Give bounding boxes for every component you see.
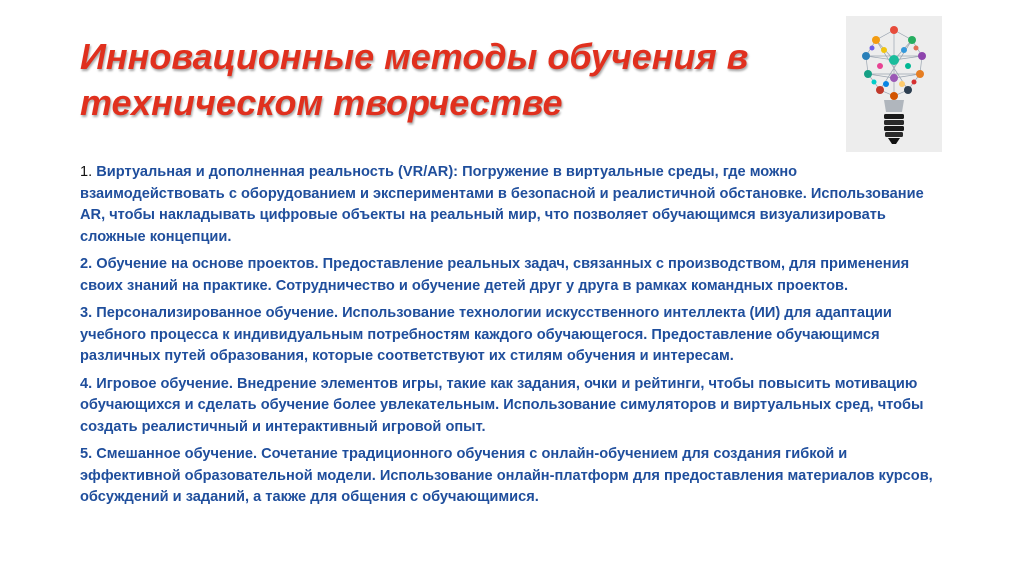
item-text: Виртуальная и дополненная реальность (VR/AR): Погружение в виртуальные среды, где можно взаимодействовать с оборудованием и экспериментами в безопасной и реалистичной обстановке. Использование AR, чтобы накладывать цифровые объекты на реальный мир, что позволяет обучающимся визуализировать сложные концепции. bbox=[80, 164, 924, 245]
lightbulb-network-icon bbox=[846, 16, 942, 152]
item-text: Смешанное обучение. Сочетание традиционного обучения с онлайн-обучением для создания гибкой и эффективной образовательной модели. Использование онлайн-платформ для предоставления материалов курсов, обсуждений и заданий, а также для общения с обучающимися. bbox=[80, 446, 933, 505]
bulb-base bbox=[884, 114, 904, 144]
title-line-2: техническом творчестве bbox=[80, 82, 563, 123]
item-text: Игровое обучение. Внедрение элементов игры, такие как задания, очки и рейтинги, чтобы повысить мотивацию обучающихся и сделать обучение более увлекательным. Использование симуляторов и виртуальных сред, чтобы создать реалистичный и интерактивный игровой опыт. bbox=[80, 375, 924, 435]
item-number: 3. bbox=[80, 305, 93, 321]
item-number: 4. bbox=[80, 375, 93, 392]
item-number: 5. bbox=[80, 446, 93, 462]
content-list bbox=[80, 162, 940, 515]
list-item bbox=[80, 374, 940, 439]
bulb-neck bbox=[884, 100, 904, 112]
item-text: Персонализированное обучение. Использование технологии искусственного интеллекта (ИИ) для адаптации учебного процесса к индивидуальным потребностям каждого обучающегося. Предоставление обучающимся различных путей образования, которые соответствуют их стилям обучения и интересам. bbox=[80, 305, 892, 364]
list-item bbox=[80, 162, 940, 248]
item-number: 1. bbox=[80, 164, 93, 180]
item-text: Обучение на основе проектов. Предоставление реальных задач, связанных с производством, для применения своих знаний на практике. Сотрудничество и обучение детей друг у друга в рамках командных проектов. bbox=[80, 256, 910, 294]
lightbulb-image bbox=[846, 16, 942, 152]
list-item bbox=[80, 303, 940, 368]
title-line-1: Инновационные методы обучения в bbox=[80, 36, 749, 77]
list-item bbox=[80, 444, 940, 509]
list-item bbox=[80, 254, 940, 297]
item-number: 2. bbox=[80, 256, 93, 272]
slide-title bbox=[80, 34, 800, 126]
